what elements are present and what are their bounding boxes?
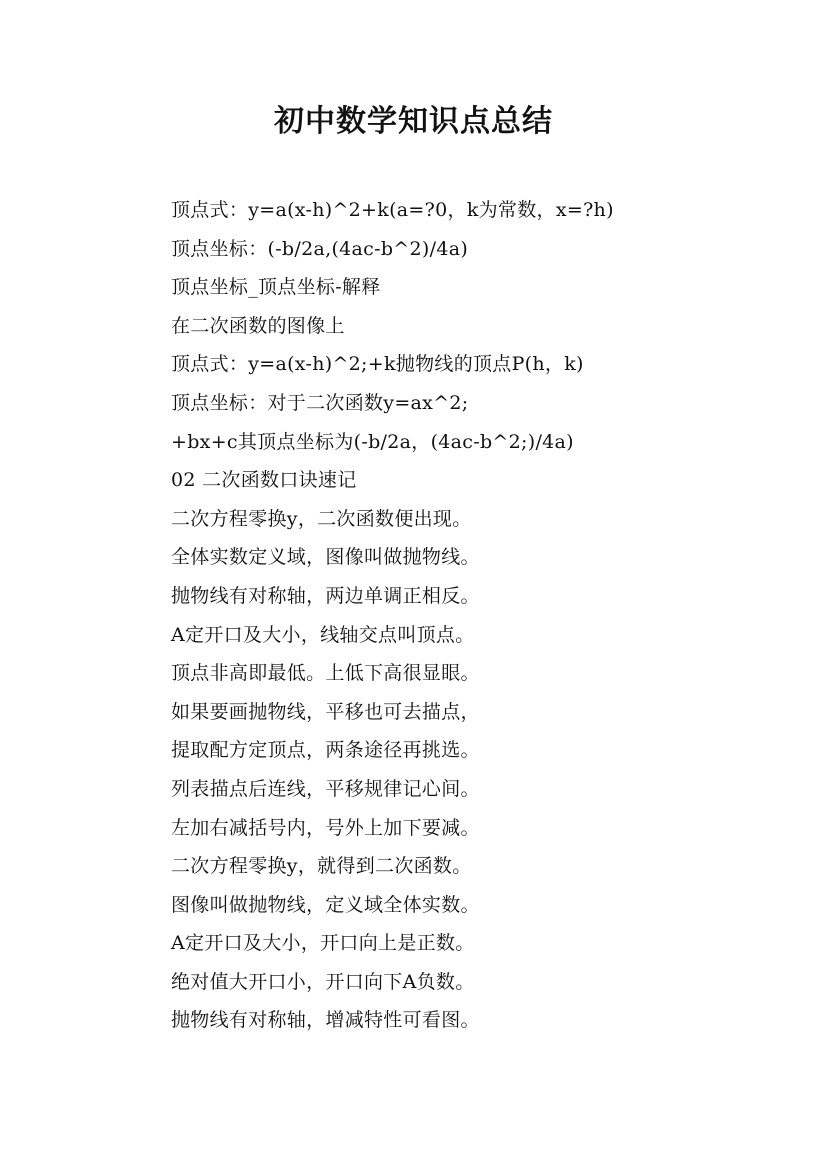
text-line: 图像叫做抛物线，定义域全体实数。: [171, 893, 480, 916]
text-line: 二次方程零换y，二次函数便出现。: [171, 507, 472, 530]
text-line: A定开口及大小，开口向上是正数。: [171, 932, 475, 955]
document-body: [171, 191, 791, 1040]
text-line: 抛物线有对称轴，两边单调正相反。: [171, 584, 480, 607]
text-line: 二次方程零换y，就得到二次函数。: [171, 855, 472, 878]
text-line: 提取配方定顶点，两条途径再挑选。: [171, 739, 480, 762]
text-line: 顶点式：y=a(x-h)^2+k(a=?0，k为常数，x=?h): [171, 199, 614, 221]
document-title: 初中数学知识点总结: [274, 104, 553, 139]
text-line: 在二次函数的图像上: [171, 314, 345, 337]
text-line: 顶点坐标：对于二次函数y=ax^2;: [171, 391, 469, 414]
text-line: 左加右减括号内，号外上加下要减。: [171, 816, 480, 839]
text-line: 顶点坐标：(-b/2a,(4ac-b^2)/4a): [171, 237, 469, 260]
text-line: 全体实数定义域，图像叫做抛物线。: [171, 546, 480, 569]
text-line: 顶点坐标_顶点坐标-解释: [171, 276, 381, 299]
text-line: A定开口及大小，线轴交点叫顶点。: [171, 623, 475, 646]
text-line: 如果要画抛物线，平移也可去描点，: [171, 700, 480, 723]
text-line: 顶点式：y=a(x-h)^2;+k抛物线的顶点P(h，k): [171, 353, 584, 376]
text-line: 抛物线有对称轴，增减特性可看图。: [171, 1009, 480, 1032]
section-heading: 02 二次函数口诀速记: [171, 469, 357, 492]
text-line: 绝对值大开口小，开口向下A负数。: [171, 970, 475, 993]
text-line: 列表描点后连线，平移规律记心间。: [171, 777, 480, 800]
text-line: 顶点非高即最低。上低下高很显眼。: [171, 662, 480, 685]
text-line: +bx+c其顶点坐标为(-b/2a，(4ac-b^2;)/4a): [171, 430, 574, 453]
